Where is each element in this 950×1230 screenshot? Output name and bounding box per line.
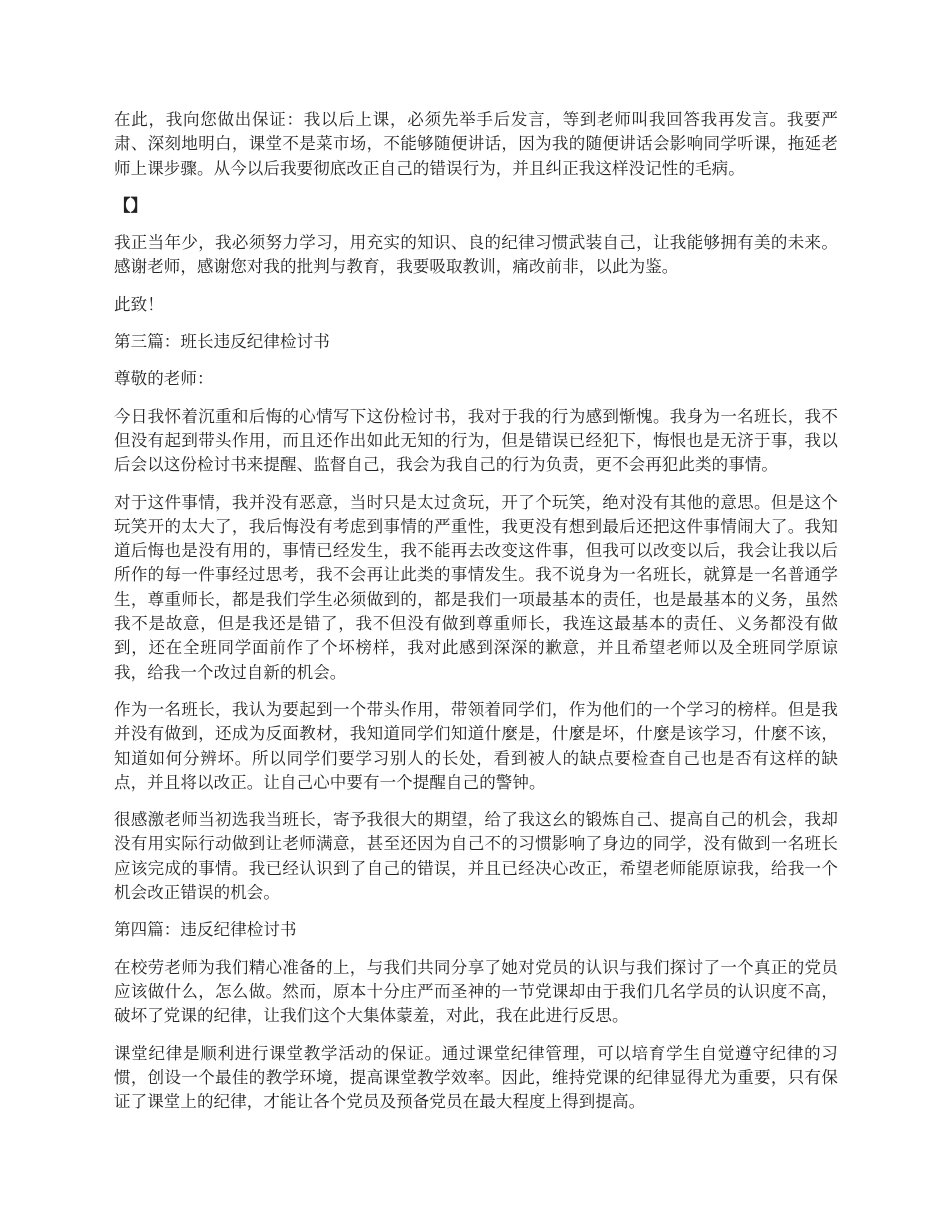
paragraph-incident: 对于这件事情，我并没有恶意，当时只是太过贪玩，开了个玩笑，绝对没有其他的意思。但是这个玩笑开的太大了，我后悔没有考虑到事情的严重性，我更没有想到最后还把这件事情闹大了。我知道后悔也是没有用的，事情已经发生，我不能再去改变这件事，但我可以改变以后，我会让我以后所作的每一件事经过思考，我不会再让此类的事情发生。我不说身为一名班长，就算是一名普通学生，尊重师长，都是我们学生必须做到的，都是我们一项最基本的责任，也是最基本的义务，虽然我不是故意，但是我还是错了，我不但没有做到尊重师长，我连这最基本的责任、义务都没有做到，还在全班同学面前作了个坏榜样，我对此感到深深的歉意，并且希望老师以及全班同学原谅我，给我一个改过自新的机会。 — [114, 492, 838, 682]
paragraph-discipline: 课堂纪律是顺利进行课堂教学活动的保证。通过课堂纪律管理，可以培育学生自觉遵守纪律的习惯，创设一个最佳的教学环境，提高课堂教学效率。因此，维持党课的纪律显得尤为重要，只有保证了课堂上的纪律，才能让各个党员及预备党员在最大程度上得到提高。 — [114, 1043, 838, 1112]
paragraph-role-model: 作为一名班长，我认为要起到一个带头作用，带领着同学们，作为他们的一个学习的榜样。但是我并没有做到，还成为反面教材，我知道同学们知道什麼是，什麼是坏，什麼是该学习，什麼不该，知道如何分辨坏。所以同学们要学习别人的长处，看到被人的缺点要检查自己也是否有这样的缺点，并且将以改正。让自己心中要有一个提醒自己的警钟。 — [114, 699, 838, 792]
paragraph-bracket-marker: 【】 — [114, 195, 148, 215]
paragraph-regret: 今日我怀着沉重和后悔的心情写下这份检讨书，我对于我的行为感到惭愧。我身为一名班长，我不但没有起到带头作用，而且还作出如此无知的行为，但是错误已经犯下，悔恨也是无济于事，我以后会以这份检讨书来提醒、监督自己，我会为我自己的行为负责，更不会再犯此类的事情。 — [114, 406, 838, 475]
salutation: 尊敬的老师： — [114, 369, 214, 389]
document-page — [114, 108, 838, 1127]
section-heading-three: 第三篇：班长违反纪律检讨书 — [114, 332, 330, 352]
paragraph-pledge: 在此，我向您做出保证：我以后上课，必须先举手后发言，等到老师叫我回答我再发言。我要严肃、深刻地明白，课堂不是菜市场，不能够随便讲话，因为我的随便讲话会影响同学听课，拖延老师上课步骤。从今以后我要彻底改正自己的错误行为，并且纠正我这样没记性的毛病。 — [114, 110, 838, 178]
paragraph-party-class: 在校劳老师为我们精心准备的上，与我们共同分享了她对党员的认识与我们探讨了一个真正的党员应该做什么，怎么做。然而，原本十分庄严而圣神的一节党课却由于我们几名学员的认识度不高，破坏了党课的纪律，让我们这个大集体蒙羞，对此，我在此进行反思。 — [114, 957, 838, 1026]
paragraph-closing: 此致！ — [114, 294, 164, 314]
section-heading-four: 第四篇：违反纪律检讨书 — [114, 920, 297, 940]
paragraph-gratitude: 很感激老师当初选我当班长，寄予我很大的期望，给了我这幺的锻炼自己、提高自己的机会，我却没有用实际行动做到让老师满意，甚至还因为自己不的习惯影响了身边的同学，没有做到一名班长应该完成的事情。我已经认识到了自己的错误，并且已经决心改正，希望老师能原谅我，给我一个机会改正错误的机会。 — [114, 810, 838, 903]
paragraph-youth: 我正当年少，我必须努力学习，用充实的知识、良的纪律习惯武装自己，让我能够拥有美的未来。感谢老师，感谢您对我的批判与教育，我要吸取教训，痛改前非，以此为鉴。 — [114, 233, 838, 277]
